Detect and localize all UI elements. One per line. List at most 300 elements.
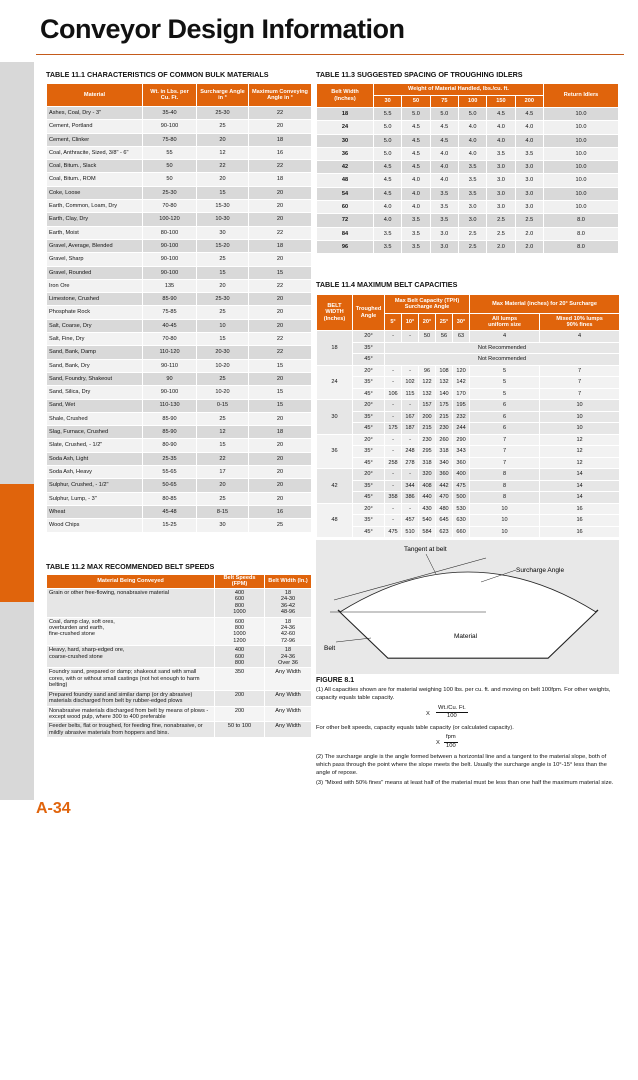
table-row [47, 279, 312, 292]
lump-size: 4 [470, 331, 540, 343]
table-row [317, 134, 619, 147]
capacity-value: 295 [419, 446, 436, 458]
table-row [317, 365, 620, 377]
table-row [317, 240, 619, 253]
t114-surcharge: 10° [402, 314, 419, 331]
trough-angle: 35° [353, 342, 385, 354]
spacing-value: 3.5 [402, 227, 430, 240]
speed-value: 350 [215, 668, 265, 690]
capacity-value: 290 [453, 434, 470, 446]
t114-header-mixed: Mixed 10% lumps 90% fines [540, 314, 620, 331]
capacity-value: 132 [419, 388, 436, 400]
material-value: 20 [249, 372, 312, 385]
t114-title: TABLE 11.4 MAXIMUM BELT CAPACITIES [316, 280, 458, 289]
capacity-value: - [402, 469, 419, 481]
lump-size: 10 [540, 411, 620, 423]
table-row [47, 492, 312, 505]
spacing-value: 3.0 [515, 174, 543, 187]
not-recommended: Not Recommended [385, 354, 620, 366]
table-row [47, 588, 312, 617]
spacing-value: 4.5 [515, 108, 543, 121]
spacing-value: 3.0 [515, 201, 543, 214]
page-title: Conveyor Design Information [40, 14, 405, 44]
material-value: 18 [249, 426, 312, 439]
table-row [47, 359, 312, 372]
table-row [317, 388, 620, 400]
material-value: 50-65 [143, 479, 197, 492]
capacity-value: 106 [385, 388, 402, 400]
table-row [317, 423, 620, 435]
material-value: 50 [143, 173, 197, 186]
capacity-value: - [402, 365, 419, 377]
t114-header-capacity: Max Belt Capacity (TPH) Surcharge Angle [385, 295, 470, 314]
surcharge-diagram [316, 540, 619, 674]
material-value: 15 [197, 439, 249, 452]
belt-width: 24 [317, 121, 374, 134]
table-row [317, 161, 619, 174]
material-value: 20 [249, 439, 312, 452]
t113-body [317, 108, 619, 254]
capacity-value: - [385, 480, 402, 492]
material-name: Earth, Clay, Dry [47, 213, 143, 226]
speed-value: Any Width [265, 722, 312, 738]
speed-value: Any Width [265, 690, 312, 706]
capacity-value: - [385, 434, 402, 446]
material-value: 20 [197, 133, 249, 146]
trough-angle: 35° [353, 515, 385, 527]
material-name: Earth, Moist [47, 226, 143, 239]
material-name: Sulphur, Lump, - 3" [47, 492, 143, 505]
spacing-value: 4.0 [515, 121, 543, 134]
material-name: Sand, Bank, Damp [47, 346, 143, 359]
table-row [47, 306, 312, 319]
spacing-value: 4.0 [430, 174, 458, 187]
material-value: 20 [249, 492, 312, 505]
belt-width: 18 [317, 108, 374, 121]
spacing-value: 3.0 [487, 187, 515, 200]
material-value: 20 [249, 412, 312, 425]
spacing-value: 4.5 [402, 161, 430, 174]
material-value: 25-35 [143, 452, 197, 465]
material-value: 20 [249, 253, 312, 266]
table-row [317, 446, 620, 458]
material-value: 15 [197, 266, 249, 279]
t113-header-weight: Weight of Material Handled, lbs./cu. ft. [374, 84, 544, 96]
spacing-value: 2.0 [515, 227, 543, 240]
t112-header: Belt Width (In.) [265, 575, 312, 589]
spacing-value: 4.5 [402, 121, 430, 134]
spacing-value: 4.0 [458, 121, 486, 134]
table-row [47, 439, 312, 452]
table-row [47, 133, 312, 146]
material-name: Cement, Portland [47, 120, 143, 133]
material-name: Coke, Loose [47, 186, 143, 199]
speed-value: 400 600 800 [215, 646, 265, 668]
capacity-value: 358 [385, 492, 402, 504]
material-name: Coal, Anthracite, Sized, 3/8" - 6" [47, 146, 143, 159]
material-value: 25 [197, 306, 249, 319]
material-name: Sand, Silica, Dry [47, 386, 143, 399]
surcharge-label: Surcharge Angle [516, 567, 565, 574]
table-row [47, 186, 312, 199]
lump-size: 14 [540, 492, 620, 504]
speed-value: 200 [215, 706, 265, 722]
material-value: 90-110 [143, 359, 197, 372]
conveyed-material: Heavy, hard, sharp-edged ore, coarse-crushed stone [47, 646, 215, 668]
spacing-value: 8.0 [544, 240, 619, 253]
capacity-value: 215 [419, 423, 436, 435]
spacing-value: 4.0 [487, 121, 515, 134]
material-value: 85-90 [143, 293, 197, 306]
material-value: 10-20 [197, 386, 249, 399]
capacity-value: 386 [402, 492, 419, 504]
lump-size: 16 [540, 526, 620, 538]
capacity-value: 175 [436, 400, 453, 412]
capacity-value: 215 [436, 411, 453, 423]
material-name: Limestone, Crushed [47, 293, 143, 306]
spacing-value: 4.0 [374, 201, 402, 214]
belt-width: 48 [317, 503, 353, 538]
t111-header: Surcharge Angle in ° [197, 84, 249, 107]
material-value: 20 [249, 186, 312, 199]
capacity-value: 343 [453, 446, 470, 458]
formula-denominator: 100 [446, 743, 456, 750]
lump-size: 14 [540, 480, 620, 492]
spacing-value: 4.0 [402, 174, 430, 187]
trough-angle: 20° [353, 469, 385, 481]
spacing-value: 4.0 [458, 147, 486, 160]
table-row [317, 214, 619, 227]
trough-angle: 45° [353, 457, 385, 469]
capacity-value: 630 [453, 515, 470, 527]
capacity-value: 244 [453, 423, 470, 435]
table-row [317, 174, 619, 187]
t113-header-belt-width: Belt Width (Inches) [317, 84, 374, 108]
t114-surcharge: 30° [453, 314, 470, 331]
spacing-value: 3.5 [458, 187, 486, 200]
table-row [47, 479, 312, 492]
capacity-value: 442 [436, 480, 453, 492]
spacing-value: 3.0 [430, 227, 458, 240]
capacity-value: 132 [436, 377, 453, 389]
table-row [47, 412, 312, 425]
capacity-value: 195 [453, 400, 470, 412]
spacing-value: 3.5 [374, 227, 402, 240]
spacing-value: 10.0 [544, 187, 619, 200]
conveyed-material: Foundry sand, prepared or damp; shakeout sand with small cores, with or without small castings (not hot enough to harm belting) [47, 668, 215, 690]
t113-weight: 75 [430, 96, 458, 108]
spacing-value: 3.0 [458, 201, 486, 214]
t111-title: TABLE 11.1 CHARACTERISTICS OF COMMON BULK MATERIALS [46, 70, 269, 79]
belt-capacity-table [316, 294, 620, 538]
table-row [47, 722, 312, 738]
table-row [317, 469, 620, 481]
formula-x: X [436, 740, 440, 747]
table-row [47, 466, 312, 479]
t113-weight: 30 [374, 96, 402, 108]
material-value: 22 [249, 107, 312, 120]
t114-surcharge: 25° [436, 314, 453, 331]
spacing-value: 4.5 [374, 161, 402, 174]
formula-denominator: 100 [447, 713, 457, 720]
formula-weight [316, 705, 619, 725]
material-name: Phosphate Rock [47, 306, 143, 319]
capacity-value: 96 [419, 365, 436, 377]
tangent-label: Tangent at belt [404, 546, 447, 553]
spacing-value: 4.0 [430, 161, 458, 174]
table-row [317, 121, 619, 134]
material-value: 22 [249, 333, 312, 346]
table-row [47, 160, 312, 173]
note-speed: For other belt speeds, capacity equals table capacity (or calculated capacity). [316, 724, 514, 731]
material-name: Cement, Clinker [47, 133, 143, 146]
belt-width: 96 [317, 240, 374, 253]
table-row [317, 503, 620, 515]
table-row [317, 331, 620, 343]
material-value: 20 [197, 479, 249, 492]
material-value: 45-48 [143, 505, 197, 518]
material-value: 15 [249, 386, 312, 399]
spacing-value: 5.0 [430, 108, 458, 121]
conveyed-material: Prepared foundry sand and similar damp (or dry abrasive) materials discharged from belt by rubber-edged plows [47, 690, 215, 706]
table-row [47, 646, 312, 668]
speed-value: 400 600 800 1000 [215, 588, 265, 617]
trough-angle: 20° [353, 400, 385, 412]
material-name: Coal, Bitum., Slack [47, 160, 143, 173]
material-name: Soda Ash, Heavy [47, 466, 143, 479]
material-value: 80-100 [143, 226, 197, 239]
lump-size: 12 [540, 434, 620, 446]
table-row [47, 372, 312, 385]
table-row [47, 293, 312, 306]
t114-header-trough: Troughed Angle [353, 295, 385, 331]
material-value: 8-15 [197, 505, 249, 518]
spacing-value: 4.5 [430, 121, 458, 134]
capacity-value: 142 [453, 377, 470, 389]
material-value: 20-30 [197, 346, 249, 359]
t113-weight: 50 [402, 96, 430, 108]
note-2: (2) The surcharge angle is the angle formed between a horizontal line and a tangent to the material slope, both of which pass through the point where the slope meets the belt. Usually the surcharge angle is 10°-15° less than the angle of repose. [316, 754, 607, 777]
material-value: 22 [249, 346, 312, 359]
t113-weight: 200 [515, 96, 543, 108]
table-row [317, 201, 619, 214]
material-value: 10-30 [197, 213, 249, 226]
capacity-value: 530 [453, 503, 470, 515]
spacing-value: 2.5 [487, 214, 515, 227]
spacing-value: 5.0 [402, 108, 430, 121]
material-value: 110-120 [143, 346, 197, 359]
t111-header: Wt. in Lbs. per Cu. Ft. [143, 84, 197, 107]
lump-size: 5 [470, 377, 540, 389]
material-value: 135 [143, 279, 197, 292]
t114-header-material: Max Material (inches) for 20° Surcharge [470, 295, 620, 314]
spacing-value: 2.5 [515, 214, 543, 227]
material-value: 20 [197, 279, 249, 292]
belt-width: 54 [317, 187, 374, 200]
material-value: 20 [249, 479, 312, 492]
capacity-value: 230 [419, 434, 436, 446]
material-name: Wheat [47, 505, 143, 518]
lump-size: 5 [470, 388, 540, 400]
belt-width: 36 [317, 434, 353, 469]
material-value: 55 [143, 146, 197, 159]
material-name: Gravel, Rounded [47, 266, 143, 279]
speed-value: 18 24-30 36-42 48-96 [265, 588, 312, 617]
figure-label: FIGURE 8.1 [316, 677, 355, 684]
capacity-value: 260 [436, 434, 453, 446]
speed-value: 50 to 100 [215, 722, 265, 738]
capacity-value: 318 [436, 446, 453, 458]
belt-width: 72 [317, 214, 374, 227]
material-value: 15 [197, 333, 249, 346]
trough-angle: 35° [353, 411, 385, 423]
capacity-value: 102 [402, 377, 419, 389]
belt-width: 30 [317, 134, 374, 147]
notes [316, 687, 619, 790]
capacity-value: 56 [436, 331, 453, 343]
material-value: 25 [249, 519, 312, 532]
material-name: Sulphur, Crushed, - 1/2" [47, 479, 143, 492]
material-name: Gravel, Average, Blended [47, 239, 143, 252]
material-value: 16 [249, 146, 312, 159]
capacity-value: 278 [402, 457, 419, 469]
capacity-value: - [385, 503, 402, 515]
table-row [47, 173, 312, 186]
capacity-value: 157 [419, 400, 436, 412]
lump-size: 4 [540, 331, 620, 343]
table-row [47, 239, 312, 252]
spacing-value: 4.5 [487, 108, 515, 121]
material-value: 20 [249, 319, 312, 332]
speed-value: Any Width [265, 668, 312, 690]
capacity-value: 540 [419, 515, 436, 527]
t112-body [47, 588, 312, 737]
spacing-value: 3.5 [402, 240, 430, 253]
table-row [47, 333, 312, 346]
spacing-value: 3.5 [487, 147, 515, 160]
spacing-value: 4.5 [402, 147, 430, 160]
material-name: Wood Chips [47, 519, 143, 532]
capacity-value: 120 [453, 365, 470, 377]
spacing-value: 10.0 [544, 147, 619, 160]
conveyed-material: Nonabrasive materials discharged from belt by means of plows -except wood pulp, where 300 to 400 preferable [47, 706, 215, 722]
lump-size: 12 [540, 457, 620, 469]
speed-value: 600 800 1000 1200 [215, 617, 265, 646]
capacity-value: - [385, 446, 402, 458]
speed-value: Any Width [265, 706, 312, 722]
spacing-value: 3.5 [430, 201, 458, 214]
belt-width: 24 [317, 365, 353, 400]
table-row [47, 319, 312, 332]
belt-width: 36 [317, 147, 374, 160]
material-value: 90-100 [143, 266, 197, 279]
lump-size: 10 [470, 526, 540, 538]
material-value: 17 [197, 466, 249, 479]
t112-header: Material Being Conveyed [47, 575, 215, 589]
t114-surcharge: 20° [419, 314, 436, 331]
table-row [317, 492, 620, 504]
table-row [47, 107, 312, 120]
material-value: 20 [249, 452, 312, 465]
table-row [317, 434, 620, 446]
lump-size: 7 [470, 446, 540, 458]
material-value: 85-90 [143, 412, 197, 425]
material-value: 20 [249, 120, 312, 133]
capacity-value: - [385, 411, 402, 423]
speed-value: 18 24-36 Over 36 [265, 646, 312, 668]
capacity-value: 187 [402, 423, 419, 435]
spacing-value: 3.0 [458, 214, 486, 227]
capacity-value: 500 [453, 492, 470, 504]
material-value: 22 [249, 226, 312, 239]
material-value: 100-120 [143, 213, 197, 226]
capacity-value: 645 [436, 515, 453, 527]
trough-angle: 20° [353, 503, 385, 515]
t111-header: Maximum Conveying Angle in ° [249, 84, 312, 107]
spacing-value: 4.0 [374, 214, 402, 227]
spacing-value: 4.0 [402, 201, 430, 214]
t114-surcharge: 5° [385, 314, 402, 331]
table-row [317, 400, 620, 412]
trough-angle: 20° [353, 331, 385, 343]
table-row [47, 706, 312, 722]
t113-title: TABLE 11.3 SUGGESTED SPACING OF TROUGHING IDLERS [316, 70, 523, 79]
spacing-value: 10.0 [544, 121, 619, 134]
material-value: 10-20 [197, 359, 249, 372]
belt-width: 60 [317, 201, 374, 214]
material-value: 20 [249, 213, 312, 226]
table-row [317, 377, 620, 389]
capacity-value: - [385, 377, 402, 389]
capacity-value: 475 [453, 480, 470, 492]
spacing-value: 2.0 [515, 240, 543, 253]
t112-header: Belt Speeds (FPM) [215, 575, 265, 589]
table-row [317, 108, 619, 121]
table-row [317, 354, 620, 366]
capacity-value: - [402, 331, 419, 343]
lump-size: 7 [540, 365, 620, 377]
table-row [47, 452, 312, 465]
capacity-value: 170 [453, 388, 470, 400]
material-value: 25 [197, 372, 249, 385]
material-value: 0-15 [197, 399, 249, 412]
material-name: Salt, Fine, Dry [47, 333, 143, 346]
capacity-value: 140 [436, 388, 453, 400]
capacity-value: - [385, 400, 402, 412]
table-row [317, 480, 620, 492]
material-value: 90-100 [143, 120, 197, 133]
material-value: 35-40 [143, 107, 197, 120]
capacity-value: 63 [453, 331, 470, 343]
spacing-value: 4.0 [458, 134, 486, 147]
material-name: Slate, Crushed, - 1/2" [47, 439, 143, 452]
spacing-value: 2.5 [458, 227, 486, 240]
material-value: 70-80 [143, 333, 197, 346]
belt-width: 42 [317, 161, 374, 174]
capacity-value: 400 [453, 469, 470, 481]
capacity-value: - [385, 469, 402, 481]
lump-size: 6 [470, 400, 540, 412]
capacity-value: - [402, 400, 419, 412]
material-name: Soda Ash, Light [47, 452, 143, 465]
spacing-value: 3.5 [430, 187, 458, 200]
trough-angle: 45° [353, 526, 385, 538]
lump-size: 10 [470, 503, 540, 515]
table-row [47, 120, 312, 133]
spacing-value: 3.0 [487, 201, 515, 214]
capacity-value: 360 [436, 469, 453, 481]
capacity-value: 408 [419, 480, 436, 492]
